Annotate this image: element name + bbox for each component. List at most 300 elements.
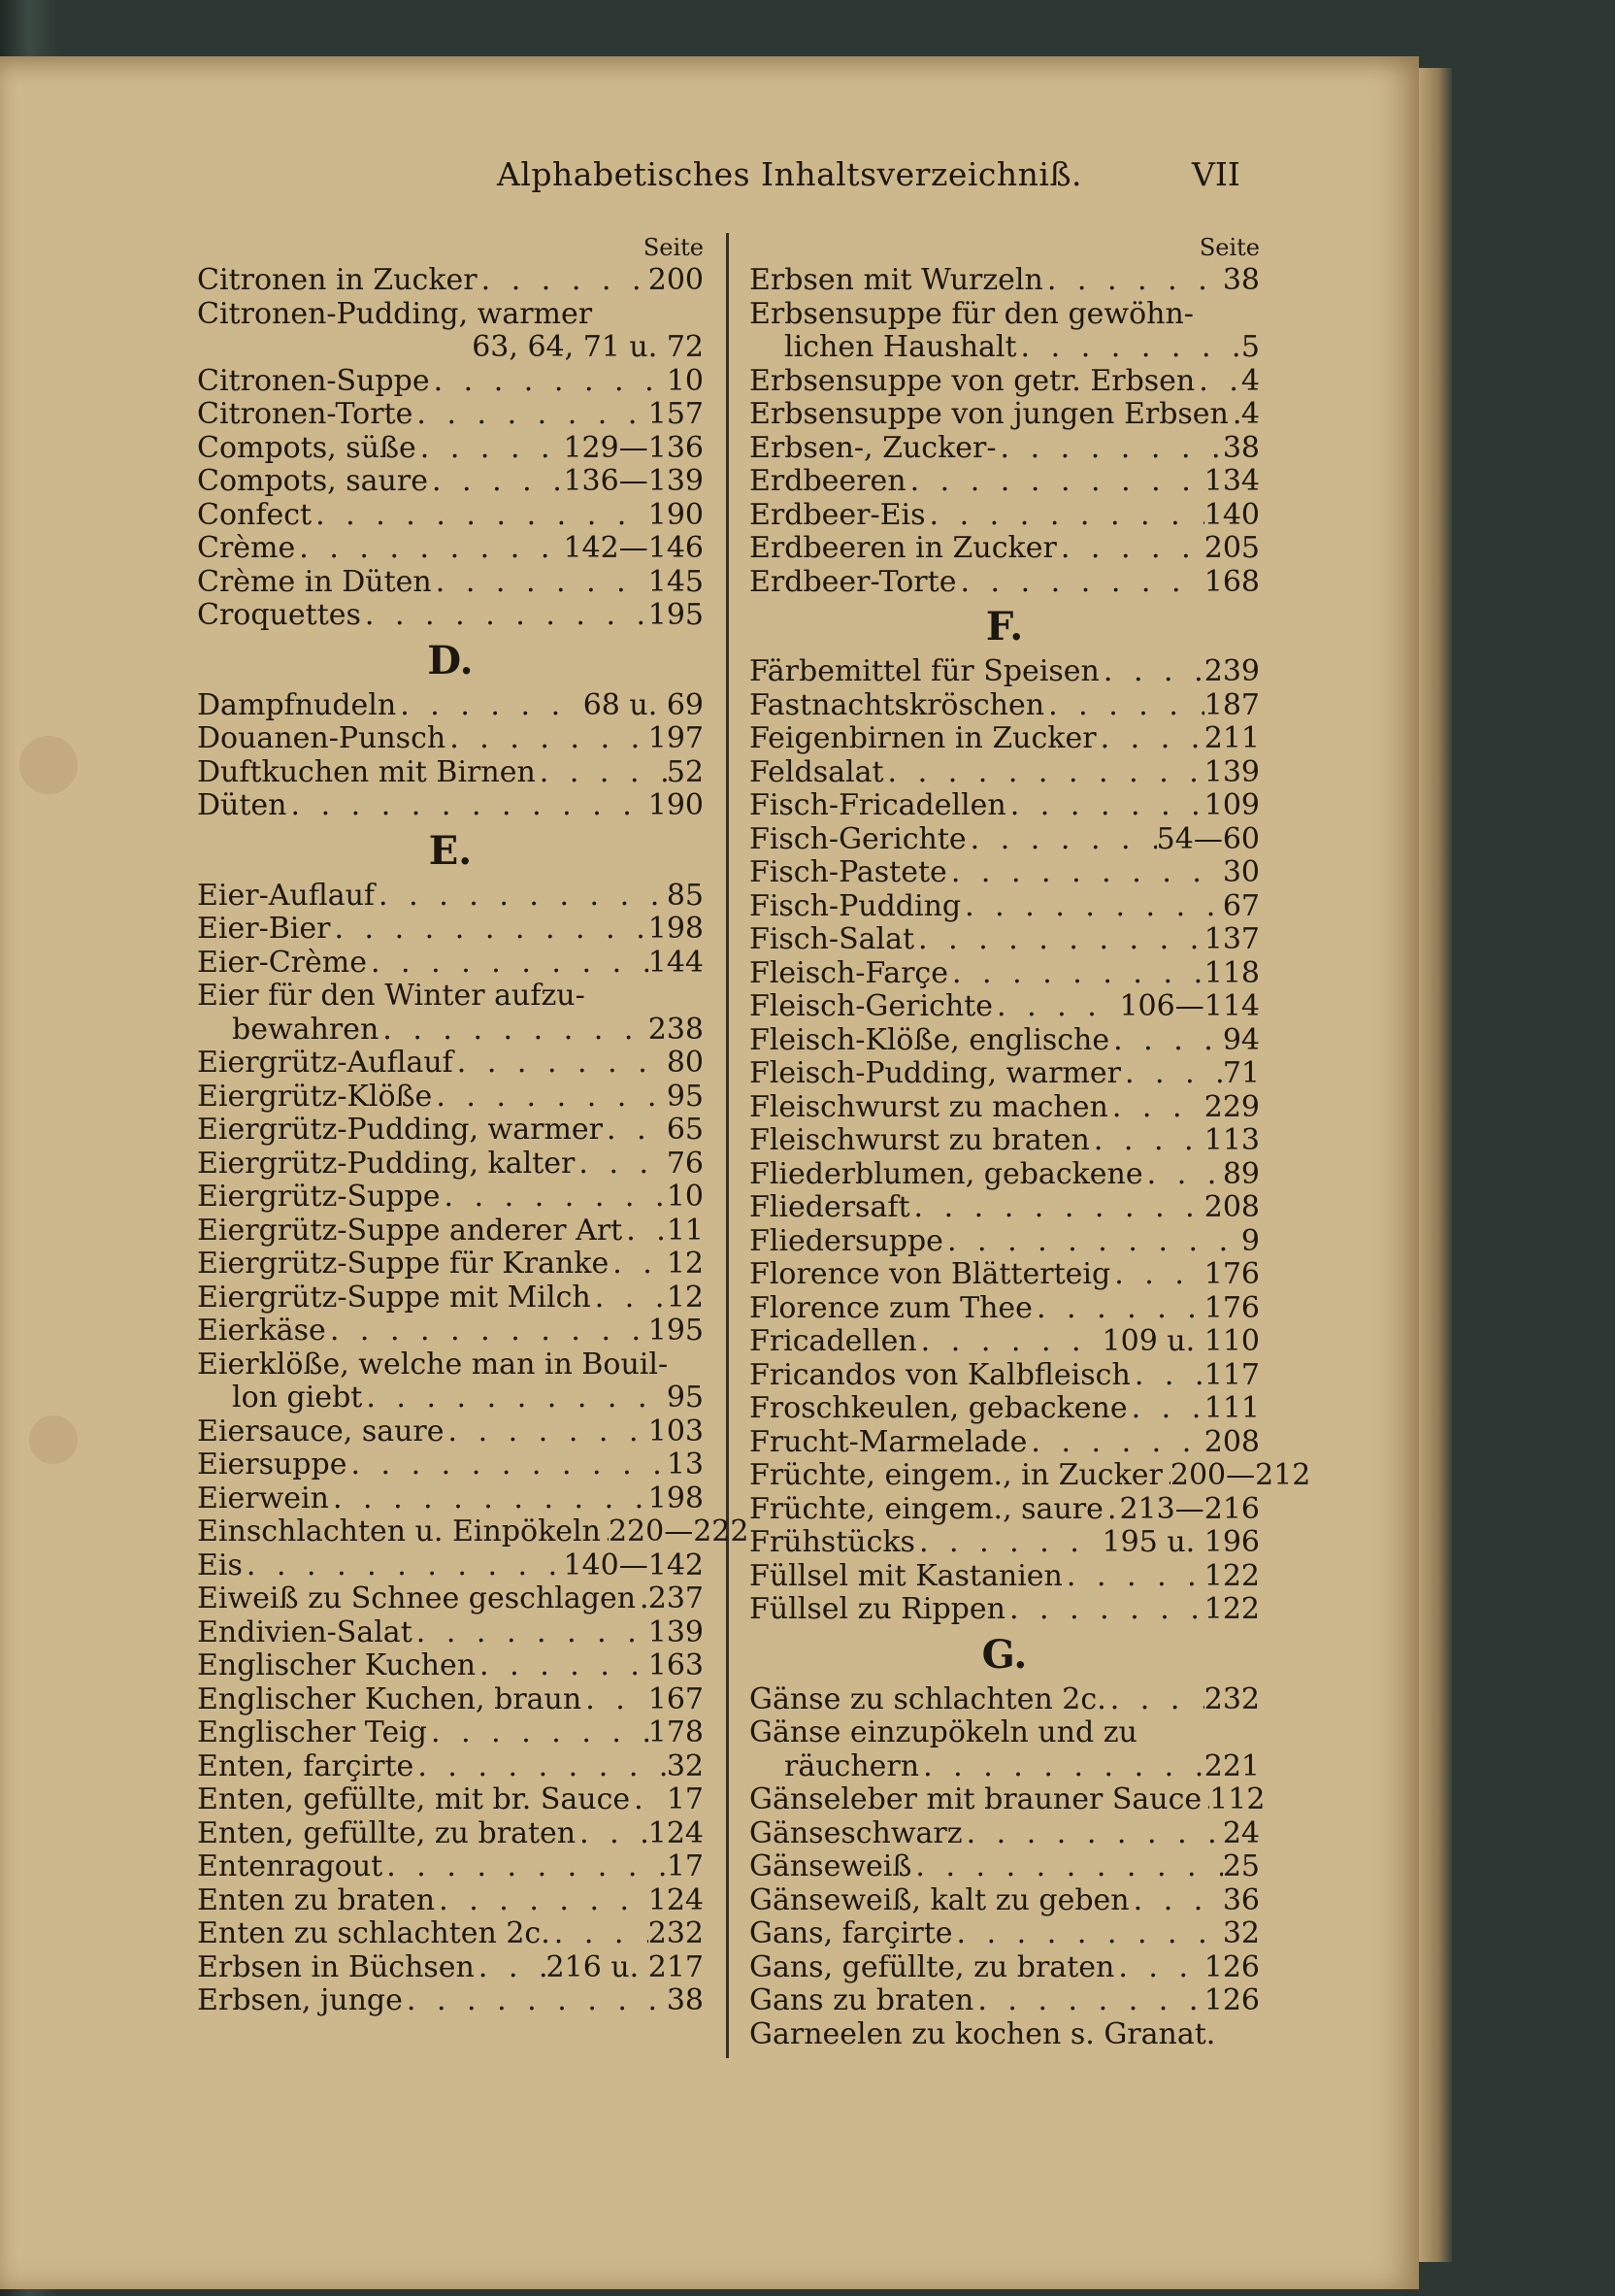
page-number: VII: [1192, 155, 1240, 193]
entry-name: Eiergrütz-Suppe: [197, 1180, 441, 1214]
index-entry: [749, 990, 1260, 1024]
entry-page: 144: [647, 945, 704, 980]
index-entry: [197, 1716, 704, 1750]
dot-leader: [476, 1649, 648, 1683]
dot-leader: [396, 689, 583, 723]
entry-name: Erdbeer-Torte: [749, 564, 957, 599]
index-entry: [197, 1181, 704, 1215]
index-entry: [749, 2018, 1260, 2052]
entry-page: 103: [647, 1414, 704, 1448]
dot-leader: [926, 499, 1204, 533]
dot-leader: [1106, 1683, 1204, 1717]
entry-name: Feigenbirnen in Zucker: [749, 721, 1097, 755]
dot-leader: [1195, 365, 1241, 399]
dot-leader: [243, 1549, 564, 1583]
entry-page: 113: [1203, 1123, 1260, 1157]
dot-leader: [1109, 1024, 1223, 1058]
entry-page: 195 u. 196: [1102, 1525, 1260, 1559]
dot-leader: [346, 1448, 666, 1482]
entry-name: Erdbeeren in Zucker: [749, 531, 1057, 565]
index-entry: [197, 980, 704, 1014]
index-entry: [749, 1359, 1260, 1393]
index-entry: [197, 789, 704, 823]
section-letter: D.: [427, 637, 474, 683]
entry-page: 10: [666, 1180, 704, 1214]
entry-page: 109 u. 110: [1102, 1324, 1260, 1358]
index-entry: [197, 599, 704, 633]
dot-leader: [961, 890, 1223, 924]
entry-page: 112: [1209, 1782, 1266, 1816]
index-entry: [749, 432, 1260, 466]
entry-page: 10: [666, 363, 704, 398]
index-entry: [749, 923, 1260, 957]
index-entry: [197, 1616, 704, 1650]
entry-page: 195: [647, 1314, 704, 1348]
dot-leader: [967, 823, 1157, 857]
entry-name: Fricadellen: [749, 1324, 917, 1358]
dot-leader: [915, 1526, 1103, 1560]
entry-continuation: 63, 64, 71 u. 72: [472, 330, 704, 364]
dot-leader: [1143, 1158, 1223, 1192]
index-entry: [197, 1582, 704, 1616]
dot-leader: [914, 923, 1204, 957]
entry-page: 71: [1222, 1056, 1260, 1090]
dot-leader: [1006, 789, 1204, 823]
entry-page: 211: [1203, 721, 1260, 755]
index-entry: [197, 1750, 704, 1784]
entry-name: Erdbeer-Eis: [749, 497, 926, 532]
entry-name: Fleisch-Pudding, warmer: [749, 1056, 1121, 1090]
paper-stain: [29, 1415, 78, 1464]
entry-page: 126: [1203, 1983, 1260, 2017]
entry-page: 52: [666, 754, 704, 789]
entry-name: Fastnachtskröschen: [749, 687, 1045, 722]
entry-page: 190: [647, 788, 704, 822]
dot-leader: [1121, 1057, 1223, 1091]
dot-leader: [1163, 1459, 1170, 1493]
dot-leader: [432, 566, 648, 600]
dot-leader: [453, 1047, 667, 1081]
page-edge: [1419, 68, 1452, 2262]
dot-leader: [943, 1225, 1241, 1259]
dot-leader: [997, 432, 1223, 466]
index-entry: [197, 1014, 704, 1048]
dot-leader: [1104, 1493, 1120, 1527]
dot-leader: [1229, 398, 1241, 432]
entry-name: Gans, gefüllte, zu braten: [749, 1949, 1115, 1984]
index-entry: [197, 1081, 704, 1115]
section-letter: G.: [981, 1631, 1028, 1678]
entry-name: Einschlachten u. Einpökeln: [197, 1514, 601, 1548]
index-entry: [197, 1783, 704, 1817]
entry-name: Eierkäse: [197, 1314, 326, 1348]
index-entry: [197, 756, 704, 790]
entry-name: Eiergrütz-Suppe für Kranke: [197, 1247, 610, 1281]
entry-name: Crème in Düten: [197, 564, 432, 599]
index-entry: [749, 823, 1260, 857]
entry-page: 200—212: [1170, 1458, 1311, 1492]
entry-name: räuchern: [784, 1748, 920, 1783]
section-letter: E.: [428, 827, 473, 874]
index-entry: [197, 1549, 704, 1583]
dot-leader: [1108, 1091, 1204, 1125]
index-entry: [197, 947, 704, 981]
dot-leader: [576, 1817, 648, 1851]
entry-page: 216 u. 217: [545, 1949, 704, 1984]
entry-page: 17: [666, 1782, 704, 1816]
entry-name: Gänse zu schlachten 2c.: [749, 1681, 1106, 1716]
entry-name: Eiergrütz-Auflauf: [197, 1046, 453, 1080]
index-entry: [749, 398, 1260, 432]
entry-name: Enten zu schlachten 2c.: [197, 1916, 550, 1950]
entry-name: Crème: [197, 531, 296, 565]
index-entry: [749, 1458, 1311, 1493]
index-entry: [749, 756, 1260, 790]
entry-name: Eiergrütz-Suppe anderer Art: [197, 1213, 623, 1248]
entry-name: Eis: [197, 1547, 243, 1582]
dot-leader: [536, 756, 667, 790]
index-entry: [749, 499, 1260, 533]
index-entry: [749, 264, 1260, 298]
dot-leader: [475, 1951, 546, 1985]
entry-name: Eier-Crème: [197, 945, 367, 980]
entry-name: Confect: [197, 497, 313, 532]
entry-page: 229: [1203, 1089, 1260, 1124]
dot-leader: [413, 1750, 667, 1784]
dot-leader: [550, 1917, 648, 1951]
index-entry: [197, 1817, 704, 1851]
entry-name: Fisch-Salat: [749, 922, 915, 956]
index-entry: [749, 1426, 1260, 1460]
entry-name: Eier-Auflauf: [197, 878, 376, 913]
index-entry: [749, 465, 1260, 499]
index-entry: [749, 655, 1260, 689]
dot-leader: [910, 1191, 1204, 1225]
entry-page: 200: [647, 263, 704, 297]
dot-leader: [287, 789, 648, 823]
dot-leader: [416, 432, 564, 466]
index-entry: [197, 1649, 704, 1683]
entry-name: Gänseschwarz: [749, 1815, 963, 1850]
dot-leader: [435, 1884, 648, 1918]
dot-leader: [622, 1215, 667, 1248]
dot-leader: [412, 1616, 648, 1650]
dot-leader: [362, 1381, 666, 1415]
dot-leader: [953, 1917, 1223, 1951]
index-entry: [749, 1258, 1260, 1292]
dot-leader: [1202, 1783, 1209, 1817]
entry-page: 122: [1203, 1592, 1260, 1626]
index-entry: [197, 880, 704, 914]
entry-page: 17: [666, 1849, 704, 1883]
entry-name: Enten zu braten: [197, 1882, 436, 1917]
dot-leader: [445, 722, 648, 756]
index-entry: [749, 1024, 1260, 1058]
entry-name: Fisch-Pastete: [749, 855, 947, 889]
entry-name: Fleisch-Klöße, englische: [749, 1022, 1110, 1057]
entry-name: lichen Haushalt: [784, 330, 1017, 364]
entry-page: 136—139: [563, 464, 704, 498]
index-entry: [749, 890, 1260, 924]
index-entry: [749, 1917, 1260, 1951]
entry-name: Eierklöße, welche man in Bouil-: [197, 1347, 669, 1381]
entry-page: 198: [647, 912, 704, 946]
entry-name: Garneelen zu kochen s. Granat.: [749, 2016, 1216, 2051]
entry-page: 237: [647, 1581, 704, 1615]
entry-page: 85: [666, 878, 704, 913]
dot-leader: [948, 957, 1204, 991]
dot-leader: [591, 1281, 667, 1315]
entry-name: Gänseleber mit brauner Sauce: [749, 1782, 1203, 1816]
index-entry: [749, 1493, 1260, 1527]
index-entry: [197, 365, 704, 399]
index-entry: [197, 1917, 704, 1951]
entry-name: Croquettes: [197, 598, 361, 632]
entry-page: 139: [647, 1614, 704, 1649]
dot-leader: [917, 1325, 1103, 1359]
index-entry: [749, 722, 1260, 756]
index-entry: [749, 1782, 1266, 1817]
entry-name: Frühstücks: [749, 1525, 915, 1559]
entry-page: 178: [647, 1715, 704, 1749]
entry-name: Englischer Kuchen: [197, 1648, 477, 1682]
index-entry: [197, 465, 704, 499]
dot-leader: [609, 1248, 667, 1281]
index-entry: [749, 1683, 1260, 1717]
column-divider: [726, 233, 729, 2058]
entry-name: Erbsensuppe von jungen Erbsen: [749, 397, 1229, 431]
entry-name: Feldsalat: [749, 754, 884, 789]
entry-page: 221: [1203, 1748, 1260, 1783]
dot-leader: [1027, 1426, 1203, 1460]
entry-name: Eiergrütz-Pudding, warmer: [197, 1113, 604, 1147]
entry-name: Froschkeulen, gebackene: [749, 1391, 1128, 1425]
entry-page: 208: [1203, 1190, 1260, 1224]
index-entry: [749, 1750, 1260, 1784]
index-entry: [197, 1215, 704, 1248]
entry-name: Enten, farçirte: [197, 1748, 414, 1783]
entry-name: Eiergrütz-Pudding, kalter: [197, 1146, 576, 1181]
dot-leader: [963, 1817, 1223, 1851]
dot-leader: [1057, 532, 1204, 566]
index-entry: [749, 1817, 1260, 1851]
entry-page: 232: [1203, 1681, 1260, 1716]
index-entry: [749, 1593, 1260, 1627]
entry-page: 208: [1203, 1424, 1260, 1459]
index-entry: [197, 1281, 704, 1315]
entry-name: Englischer Teig: [197, 1715, 427, 1749]
dot-leader: [1005, 1593, 1204, 1627]
dot-leader: [367, 947, 648, 981]
index-entry: [197, 1114, 704, 1148]
entry-page: 76: [666, 1146, 704, 1181]
dot-leader: [601, 1515, 609, 1549]
index-entry: [749, 331, 1260, 365]
index-entry: [749, 1325, 1260, 1359]
entry-name: Frucht-Marmelade: [749, 1424, 1028, 1459]
index-entry: [197, 1683, 704, 1717]
index-column-left: [197, 231, 749, 2018]
index-entry: [749, 1091, 1260, 1125]
dot-leader: [1044, 689, 1204, 723]
dot-leader: [412, 398, 647, 432]
entry-page: 4: [1240, 363, 1260, 398]
index-entry: [749, 1850, 1260, 1884]
entry-page: 24: [1222, 1815, 1260, 1850]
index-entry: [749, 532, 1260, 566]
index-entry: [749, 957, 1260, 991]
index-entry: [197, 913, 704, 947]
entry-page: 36: [1222, 1882, 1260, 1917]
entry-page: 89: [1222, 1156, 1260, 1191]
entry-page: 11: [666, 1213, 704, 1248]
entry-page: 195: [647, 598, 704, 632]
dot-leader: [630, 1783, 667, 1817]
index-entry: [749, 1984, 1260, 2018]
index-column-right: [749, 231, 1311, 2051]
entry-name: Füllsel zu Rippen: [749, 1592, 1005, 1626]
index-entry: [197, 1984, 704, 2018]
entry-page: 94: [1222, 1022, 1260, 1057]
dot-leader: [636, 1582, 648, 1616]
entry-page: 32: [666, 1748, 704, 1783]
paper-stain: [19, 736, 78, 794]
entry-name: Erbsen mit Wurzeln: [749, 263, 1043, 297]
section-letter: F.: [985, 604, 1024, 649]
entry-name: Früchte, eingem., saure: [749, 1491, 1104, 1526]
entry-name: Eiergrütz-Klöße: [197, 1079, 433, 1114]
entry-name: Fliedersuppe: [749, 1223, 943, 1258]
entry-page: 67: [1222, 888, 1260, 923]
entry-page: 187: [1203, 687, 1260, 722]
dot-leader: [575, 1148, 666, 1181]
entry-name: Erbsen-, Zucker-: [749, 430, 997, 465]
entry-page: 30: [1222, 855, 1260, 889]
entry-name: Erbsen in Büchsen: [197, 1949, 475, 1984]
index-entry: [197, 532, 704, 566]
entry-page: 137: [1203, 922, 1260, 956]
index-entry: [749, 566, 1260, 600]
entry-name: Gans zu braten: [749, 1983, 974, 2017]
entry-name: Eiweiß zu Schnee geschlagen: [197, 1581, 637, 1615]
entry-page: 129—136: [563, 430, 704, 465]
dot-leader: [603, 1114, 667, 1148]
seite-label: Seite: [643, 234, 704, 261]
entry-page: 95: [666, 1079, 704, 1114]
entry-page: 176: [1203, 1290, 1260, 1325]
entry-page: 65: [666, 1113, 704, 1147]
index-entry: [749, 1225, 1260, 1259]
index-entry: [749, 298, 1260, 332]
dot-leader: [1097, 722, 1204, 756]
index-list-right: [749, 263, 1311, 2051]
entry-page: 167: [647, 1681, 704, 1716]
index-entry: [749, 1716, 1260, 1750]
index-entry: [197, 1514, 749, 1549]
entry-name: Fleischwurst zu braten: [749, 1123, 1090, 1157]
index-entry: [749, 1124, 1260, 1158]
dot-leader: [430, 365, 667, 399]
entry-name: Gänseweiß, kalt zu geben: [749, 1882, 1130, 1917]
dot-leader: [1043, 264, 1223, 298]
dot-leader: [1110, 1258, 1204, 1292]
index-entry: [749, 1526, 1260, 1560]
entry-page: 213—216: [1119, 1491, 1260, 1526]
dot-leader: [973, 1984, 1203, 2018]
index-entry: [749, 1392, 1260, 1426]
entry-name: Citronen in Zucker: [197, 263, 478, 297]
entry-name: Fliedersaft: [749, 1190, 910, 1224]
entry-page: 140: [1203, 497, 1260, 532]
dot-leader: [427, 1716, 648, 1750]
entry-name: Dampfnudeln: [197, 687, 397, 722]
entry-page: 239: [1203, 654, 1260, 688]
entry-name: Fisch-Gerichte: [749, 821, 967, 856]
dot-leader: [947, 856, 1223, 890]
entry-page: 54—60: [1156, 821, 1260, 856]
dot-leader: [295, 532, 563, 566]
index-entry: [197, 566, 704, 600]
dot-leader: [1100, 655, 1204, 689]
entry-name: Gänseweiß: [749, 1849, 912, 1883]
dot-leader: [403, 1984, 667, 2018]
entry-page: 118: [1203, 955, 1260, 990]
entry-name: Compots, saure: [197, 464, 428, 498]
entry-page: 124: [647, 1882, 704, 1917]
index-entry: [749, 856, 1260, 890]
entry-page: 95: [666, 1381, 704, 1414]
index-entry: [197, 499, 704, 533]
entry-page: 176: [1203, 1257, 1260, 1291]
entry-page: 9: [1240, 1223, 1260, 1258]
index-entry: [197, 1381, 704, 1415]
index-entry: [197, 1482, 704, 1516]
dot-leader: [1114, 1951, 1203, 1985]
entry-name: Erbsen, junge: [197, 1983, 403, 2017]
index-entry: [197, 264, 704, 298]
entry-page: 38: [1222, 430, 1260, 465]
entry-name: Düten: [197, 788, 287, 822]
entry-page: 106—114: [1119, 989, 1260, 1023]
dot-leader: [361, 599, 648, 633]
entry-name: Enten, gefüllte, zu braten: [197, 1815, 577, 1850]
entry-page: 198: [647, 1481, 704, 1515]
entry-name: Eier-Bier: [197, 912, 331, 946]
entry-page: 134: [1203, 464, 1260, 498]
dot-leader: [428, 465, 564, 499]
index-entry: [749, 365, 1260, 399]
entry-page: 140—142: [563, 1547, 704, 1582]
entry-page: 38: [666, 1983, 704, 2017]
entry-name: Entenragout: [197, 1849, 383, 1883]
entry-name: Fisch-Fricadellen: [749, 788, 1006, 822]
entry-page: 32: [1222, 1916, 1260, 1950]
dot-leader: [375, 880, 667, 914]
entry-page: 157: [647, 397, 704, 431]
dot-leader: [441, 1181, 667, 1215]
entry-name: Englischer Kuchen, braun: [197, 1681, 582, 1716]
index-entry: [197, 432, 704, 466]
entry-page: 190: [647, 497, 704, 532]
index-entry: [197, 1047, 704, 1081]
entry-name: Compots, süße: [197, 430, 416, 465]
dot-leader: [1017, 331, 1241, 365]
entry-name: Fleisch-Farçe: [749, 955, 948, 990]
entry-name: Florence von Blätterteig: [749, 1257, 1111, 1291]
page-title: Alphabetisches Inhaltsverzeichniß.: [497, 155, 1082, 193]
entry-name: Fleisch-Gerichte: [749, 989, 994, 1023]
index-entry: [197, 1951, 704, 1985]
